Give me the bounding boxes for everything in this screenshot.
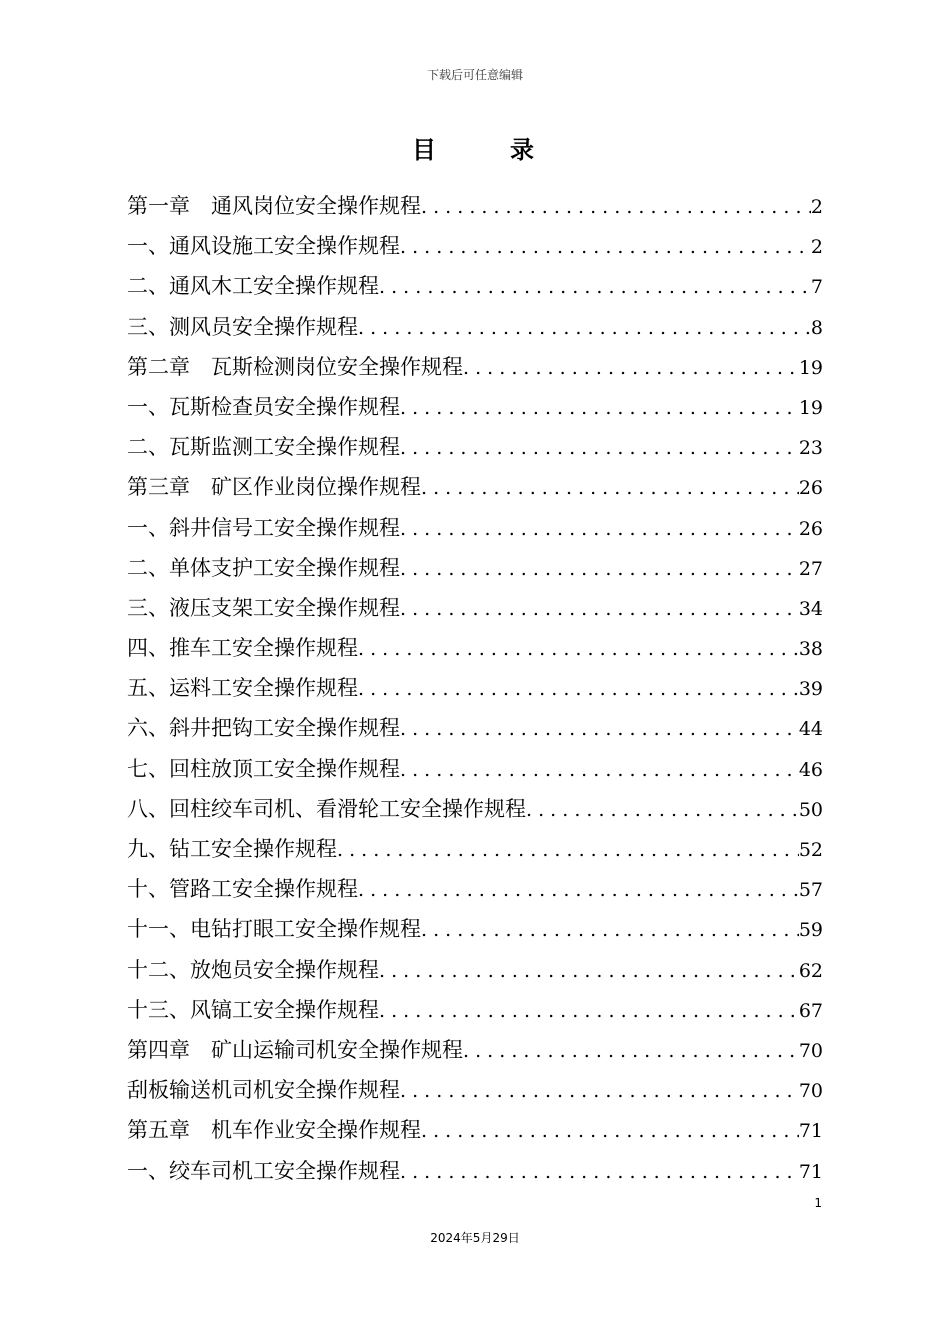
toc-entry-label: 一、通风设施工安全操作规程 — [127, 234, 400, 259]
toc-leader-dots — [400, 589, 799, 628]
toc-entry-label: 五、运料工安全操作规程 — [127, 676, 358, 701]
toc-entry[interactable] — [127, 909, 823, 949]
toc-entry-page: 71 — [798, 1160, 823, 1183]
toc-entry-label: 三、液压支架工安全操作规程 — [127, 595, 400, 620]
toc-leader-dots — [400, 1152, 799, 1191]
toc-entry[interactable] — [127, 307, 823, 347]
toc-entry[interactable] — [127, 588, 823, 628]
toc-entry-page: 23 — [798, 437, 823, 460]
toc-entry[interactable] — [127, 869, 823, 909]
toc-entry-label: 六、斜井把钩工安全操作规程 — [127, 716, 400, 741]
toc-entry[interactable] — [127, 266, 823, 306]
toc-entry-page: 27 — [798, 557, 823, 580]
toc-leader-dots — [358, 870, 799, 909]
toc-entry-label: 第四章 矿山运输司机安全操作规程 — [127, 1037, 463, 1062]
toc-entry[interactable] — [127, 1070, 823, 1110]
toc-entry-page: 59 — [798, 919, 823, 942]
toc-entry-page: 67 — [798, 999, 823, 1022]
toc-entry[interactable] — [127, 508, 823, 548]
toc-leader-dots — [379, 951, 799, 990]
page-header: 下载后可任意编辑 — [426, 68, 523, 82]
page-number: 1 — [814, 1196, 822, 1210]
toc-entry-page: 26 — [798, 477, 823, 500]
toc-entry[interactable] — [127, 1151, 823, 1191]
toc-entry-page: 52 — [798, 839, 823, 861]
toc-leader-dots — [400, 388, 799, 427]
toc-entry-page: 19 — [798, 396, 823, 419]
toc-leader-dots — [358, 308, 811, 347]
toc-entry-label: 一、瓦斯检查员安全操作规程 — [127, 394, 400, 419]
toc-leader-dots — [526, 790, 799, 829]
toc-entry[interactable] — [127, 186, 823, 226]
toc-entry-label: 二、瓦斯监测工安全操作规程 — [127, 435, 400, 460]
title-char-right: 录 — [510, 136, 538, 164]
toc-entry-label: 刮板输送机司机安全操作规程 — [127, 1078, 400, 1103]
toc-entry-label: 九、钻工安全操作规程 — [127, 837, 337, 861]
toc-entry[interactable] — [127, 548, 823, 588]
toc-entry[interactable] — [127, 387, 823, 427]
page-title — [0, 130, 950, 165]
toc-entry[interactable] — [127, 1030, 823, 1070]
toc-entry-label: 十、管路工安全操作规程 — [127, 877, 358, 902]
toc-entry-label: 十三、风镐工安全操作规程 — [127, 997, 379, 1022]
toc-entry-label: 八、回柱绞车司机、看滑轮工安全操作规程 — [127, 796, 526, 821]
toc-entry-label: 七、回柱放顶工安全操作规程 — [127, 756, 400, 781]
toc-leader-dots — [421, 1111, 799, 1150]
toc-entry-label: 二、通风木工安全操作规程 — [127, 274, 379, 299]
toc-leader-dots — [400, 227, 811, 266]
toc-entry-page: 26 — [798, 517, 823, 540]
toc-entry[interactable] — [127, 427, 823, 467]
toc-entry[interactable] — [127, 708, 823, 748]
toc-entry-page: 46 — [798, 758, 823, 781]
toc-entry[interactable] — [127, 467, 823, 507]
toc-entry[interactable] — [127, 1110, 823, 1150]
toc-entry-label: 三、测风员安全操作规程 — [127, 314, 358, 339]
toc-leader-dots — [379, 991, 799, 1030]
toc-entry-page: 38 — [798, 638, 823, 661]
toc-entry-page: 7 — [810, 276, 823, 299]
toc-entry-label: 十二、放炮员安全操作规程 — [127, 957, 379, 982]
toc-leader-dots — [400, 549, 799, 588]
toc-entry-page: 2 — [810, 236, 823, 259]
toc-entry[interactable] — [127, 347, 823, 387]
toc-entry-label: 第二章 瓦斯检测岗位安全操作规程 — [127, 354, 463, 379]
toc-entry[interactable] — [127, 628, 823, 668]
toc-leader-dots — [358, 669, 799, 708]
toc-leader-dots — [421, 187, 811, 226]
toc-leader-dots — [400, 1071, 799, 1110]
toc-entry-page: 50 — [798, 798, 823, 821]
toc-entry-page: 57 — [798, 879, 823, 902]
toc-entry-page: 70 — [798, 1039, 823, 1062]
toc-leader-dots — [400, 428, 799, 467]
toc-entry-label: 二、单体支护工安全操作规程 — [127, 555, 400, 580]
toc-entry-label: 第一章 通风岗位安全操作规程 — [127, 194, 421, 218]
toc-entry-label: 十一、电钻打眼工安全操作规程 — [127, 917, 421, 942]
toc-entry-page: 2 — [810, 196, 823, 218]
toc-leader-dots — [463, 1031, 799, 1070]
toc-leader-dots — [400, 750, 799, 789]
toc-entry[interactable] — [127, 950, 823, 990]
table-of-contents — [127, 186, 823, 1191]
toc-leader-dots — [400, 709, 799, 748]
toc-entry[interactable] — [127, 668, 823, 708]
toc-entry-page: 44 — [798, 718, 823, 741]
toc-entry[interactable] — [127, 749, 823, 789]
toc-entry-page: 19 — [798, 356, 823, 379]
toc-leader-dots — [421, 910, 799, 949]
toc-entry[interactable] — [127, 226, 823, 266]
toc-leader-dots — [337, 830, 799, 869]
title-char-left: 目 — [412, 136, 440, 164]
toc-entry-page: 70 — [798, 1080, 823, 1103]
toc-entry-label: 四、推车工安全操作规程 — [127, 636, 358, 661]
toc-leader-dots — [421, 468, 799, 507]
toc-entry[interactable] — [127, 829, 823, 869]
toc-entry-page: 71 — [798, 1120, 823, 1143]
toc-entry[interactable] — [127, 990, 823, 1030]
toc-entry-page: 8 — [810, 316, 823, 339]
toc-entry-page: 62 — [798, 959, 823, 982]
page-footer-date: 2024年5月29日 — [430, 1231, 520, 1245]
toc-entry-label: 第五章 机车作业安全操作规程 — [127, 1118, 421, 1143]
toc-entry-label: 第三章 矿区作业岗位操作规程 — [127, 475, 421, 500]
toc-entry[interactable] — [127, 789, 823, 829]
toc-entry-page: 39 — [798, 678, 823, 701]
toc-leader-dots — [400, 509, 799, 548]
toc-leader-dots — [463, 348, 799, 387]
toc-entry-page: 34 — [798, 597, 823, 620]
toc-entry-label: 一、绞车司机工安全操作规程 — [127, 1158, 400, 1183]
toc-leader-dots — [379, 267, 811, 306]
toc-entry-label: 一、斜井信号工安全操作规程 — [127, 515, 400, 540]
toc-leader-dots — [358, 629, 799, 668]
